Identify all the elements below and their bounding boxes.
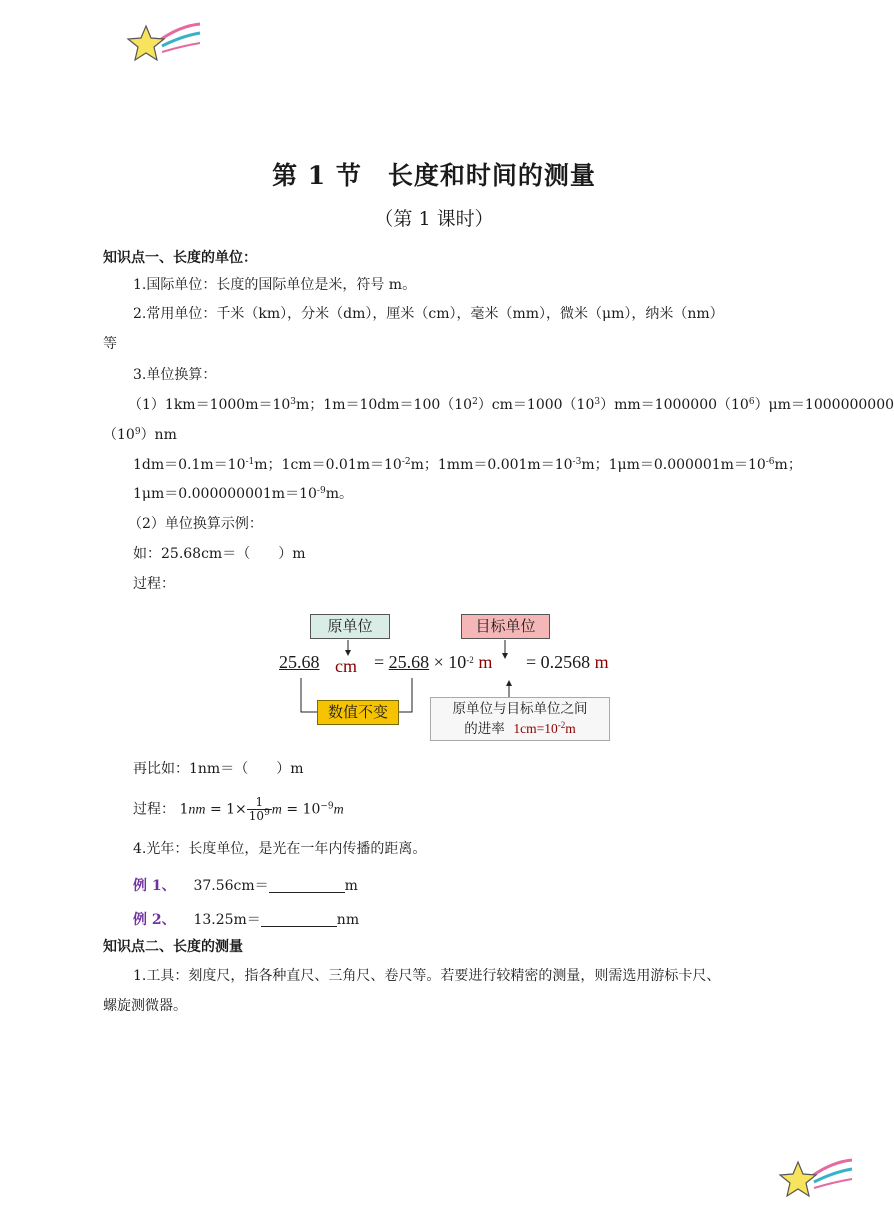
paragraph: 1.工具：刻度尺，指各种直尺、三角尺、卷尺等。若要进行较精密的测量，则需选用游标卡尺、 — [133, 968, 721, 984]
example-2: 例 2、 13.25m＝ nm — [133, 912, 360, 928]
conversion-line-3: $1\mu m=0.000000001m=10^{-9}m$。 — [133, 486, 353, 502]
conversion-line-1: $(1)1km=1000m=10^3m$；$1m=10dm=100(10^2)cm=1000(10^3)mm=1000000(10^6)\mu m=1000000000$ — [128, 397, 894, 413]
section-heading-1: 知识点一、长度的单位： — [103, 250, 257, 266]
section-heading-2: 知识点二、长度的测量 — [103, 939, 243, 955]
equation-middle: = $25.68 \times 10^{-2}$ m — [374, 652, 493, 672]
shooting-star-icon — [774, 1154, 854, 1200]
paragraph: （2）单位换算示例： — [128, 516, 263, 532]
page-title: 第 1 节 长度和时间的测量 — [272, 161, 596, 190]
paragraph: 3.单位换算： — [133, 367, 217, 383]
paragraph: 2.常用单位：千米（km），分米（dm），厘米（cm），毫米（mm），微米（μm），纳米（nm） — [133, 306, 724, 322]
original-unit-box: 原单位 — [310, 614, 390, 639]
paragraph: 1.国际单位：长度的国际单位是米，符号 m。 — [133, 277, 417, 293]
source-unit: cm — [335, 656, 357, 676]
page-subtitle: （第 1 课时） — [374, 208, 494, 230]
equation-result: = 0.2568 m — [526, 652, 609, 672]
paragraph: 过程： — [133, 576, 175, 592]
rate-box: 原单位与目标单位之间 的进率 $1cm=10^{-2}m$ — [430, 697, 610, 741]
process-math-line: 过程： 1nm = 1× $\frac{1}{10^9}$ $m = 10^{-9}m$ — [133, 795, 344, 823]
conversion-line-1b: $(10^9)nm$ — [103, 427, 177, 443]
paragraph: 再比如：1nm＝（ ）m — [133, 761, 304, 777]
conversion-line-2: $1dm=0.1m=10^{-1}m$；$1cm=0.01m=10^{-2}m$；$1mm=0.001m=10^{-3}m$；$1\mu m=0.000001m=10^{-6}m$； — [133, 457, 802, 473]
value-unchanged-box: 数值不变 — [317, 700, 399, 725]
conversion-equation: 25.68 — [279, 652, 320, 672]
answer-blank[interactable] — [269, 878, 345, 893]
paragraph: 如：25.68cm＝（ ）m — [133, 546, 306, 562]
paragraph: 4.光年：长度单位，是光在一年内传播的距离。 — [133, 841, 427, 857]
answer-blank[interactable] — [261, 912, 337, 927]
example-1: 例 1、 37.56cm＝ m — [133, 878, 358, 894]
paragraph: 螺旋测微器。 — [103, 998, 187, 1014]
target-unit-box: 目标单位 — [461, 614, 550, 639]
paragraph: 等 — [103, 336, 117, 352]
